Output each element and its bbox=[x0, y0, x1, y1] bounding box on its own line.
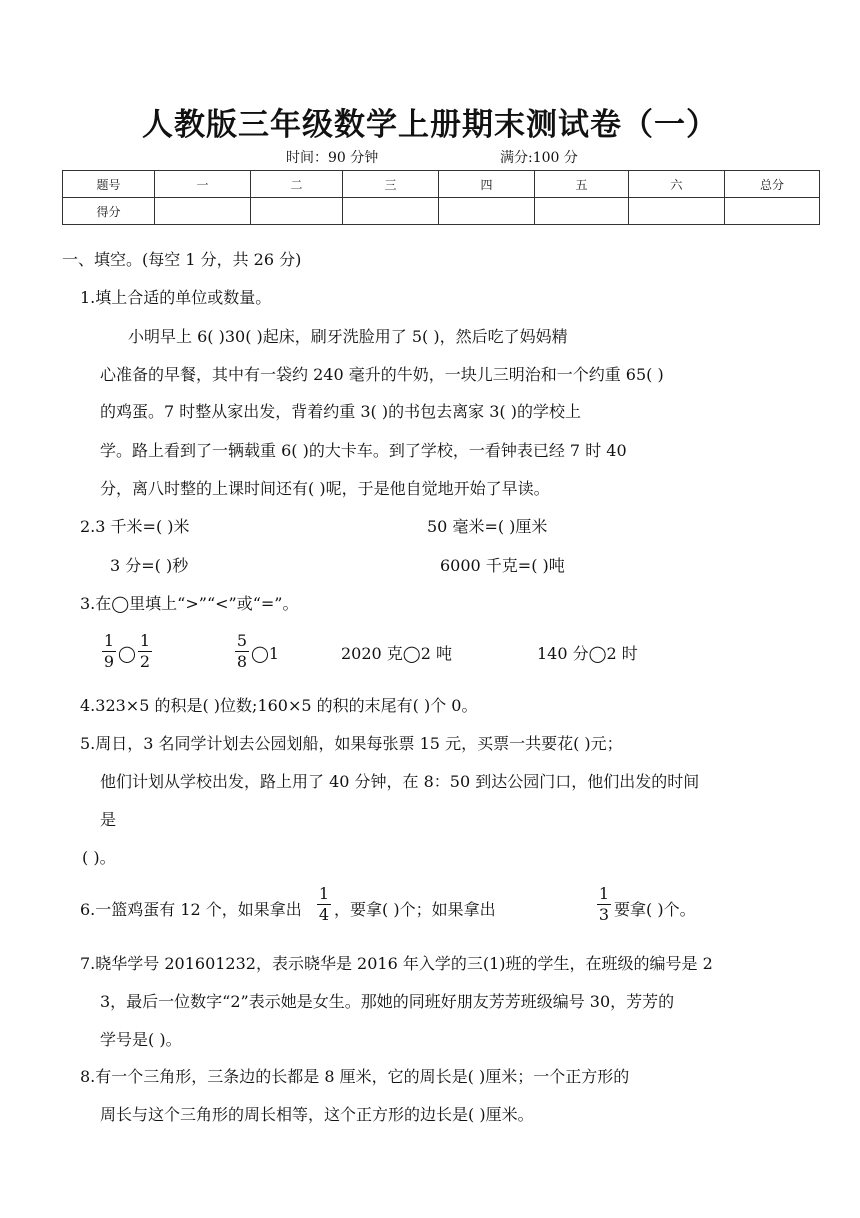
fraction-denominator: 4 bbox=[318, 905, 330, 924]
question-7-text: 7.晓华学号 201601232，表示晓华是 2016 年入学的三(1)班的学生，在班级的编号是 2 bbox=[80, 954, 713, 973]
fraction-denominator: 8 bbox=[236, 652, 248, 671]
question-8-text: 8.有一个三角形，三条边的长都是 8 厘米，它的周长是( )厘米；一个正方形的 bbox=[80, 1067, 630, 1086]
question-5-text: 是 bbox=[100, 810, 117, 829]
question-1-text: 分，离八时整的上课时间还有( )呢，于是他自觉地开始了早读。 bbox=[100, 479, 550, 498]
fraction-five-eighths bbox=[235, 632, 249, 671]
score-cell[interactable] bbox=[535, 198, 629, 225]
question-6-part2: ，要拿( )个；如果拿出 bbox=[334, 900, 496, 919]
question-4: 4.323×5 的积是( )位数;160×5 的积的末尾有( )个 0。 bbox=[80, 696, 478, 715]
score-cell[interactable] bbox=[629, 198, 725, 225]
compare-circle-with-one[interactable]: ◯1 bbox=[251, 644, 280, 663]
score-table-score-row bbox=[63, 198, 820, 225]
fraction-one-half bbox=[138, 632, 152, 671]
question-2d: 6000 千克=( )吨 bbox=[440, 556, 565, 575]
fraction-numerator: 1 bbox=[318, 884, 330, 903]
header-cell: 五 bbox=[535, 171, 629, 198]
question-1-text: 学。路上看到了一辆载重 6( )的大卡车。到了学校，一看钟表已经 7 时 40 bbox=[100, 441, 627, 460]
fraction-numerator: 1 bbox=[598, 884, 610, 903]
question-5-text: ( )。 bbox=[82, 848, 116, 867]
fraction-numerator: 1 bbox=[103, 631, 115, 650]
question-1-text: 心准备的早餐，其中有一袋约 240 毫升的牛奶，一块儿三明治和一个约重 65( ) bbox=[100, 365, 664, 384]
header-cell: 总分 bbox=[725, 171, 820, 198]
score-cell[interactable] bbox=[343, 198, 439, 225]
compare-item-grams: 2020 克◯2 吨 bbox=[341, 644, 452, 663]
question-1-text: 的鸡蛋。7 时整从家出发，背着约重 3( )的书包去离家 3( )的学校上 bbox=[100, 402, 581, 421]
fraction-numerator: 5 bbox=[236, 631, 248, 650]
score-table-header-row bbox=[63, 171, 820, 198]
fraction-denominator: 2 bbox=[139, 652, 151, 671]
header-cell: 一 bbox=[155, 171, 251, 198]
question-7-text: 学号是( )。 bbox=[100, 1030, 182, 1049]
fraction-numerator: 1 bbox=[139, 631, 151, 650]
header-cell: 六 bbox=[629, 171, 725, 198]
fraction-denominator: 3 bbox=[598, 905, 610, 924]
question-2a: 2.3 千米=( )米 bbox=[80, 517, 190, 536]
exam-full-score: 满分:100 分 bbox=[500, 150, 578, 166]
question-2b: 50 毫米=( )厘米 bbox=[427, 517, 548, 536]
score-cell[interactable] bbox=[725, 198, 820, 225]
question-1-text: 小明早上 6( )30( )起床，刷牙洗脸用了 5( )，然后吃了妈妈精 bbox=[128, 327, 568, 346]
section-heading: 一、填空。(每空 1 分，共 26 分) bbox=[62, 250, 302, 269]
header-cell: 四 bbox=[439, 171, 535, 198]
question-1-label: 1.填上合适的单位或数量。 bbox=[80, 288, 272, 307]
header-cell: 三 bbox=[343, 171, 439, 198]
fraction-one-ninth bbox=[102, 632, 116, 671]
question-7-text: 3，最后一位数字“2”表示她是女生。那她的同班好朋友芳芳班级编号 30，芳芳的 bbox=[100, 992, 675, 1011]
question-6-part1: 6.一篮鸡蛋有 12 个，如果拿出 bbox=[80, 900, 302, 919]
question-2c: 3 分=( )秒 bbox=[110, 556, 189, 575]
exam-time: 时间：90 分钟 bbox=[286, 150, 379, 166]
fraction-denominator: 9 bbox=[103, 652, 115, 671]
score-cell[interactable] bbox=[251, 198, 343, 225]
question-6-part3: 要拿( )个。 bbox=[614, 900, 696, 919]
question-5-text: 5.周日，3 名同学计划去公园划船，如果每张票 15 元，买票一共要花( )元； bbox=[80, 734, 623, 753]
question-3-label: 3.在◯里填上“>”“<”或“=”。 bbox=[80, 594, 299, 613]
fraction-one-third bbox=[597, 885, 611, 924]
header-cell: 题号 bbox=[63, 171, 155, 198]
compare-circle[interactable]: ◯ bbox=[118, 644, 136, 663]
page-title: 人教版三年级数学上册期末测试卷（一） bbox=[142, 107, 718, 143]
header-cell: 二 bbox=[251, 171, 343, 198]
fraction-one-quarter bbox=[317, 885, 331, 924]
compare-item-minutes: 140 分◯2 时 bbox=[537, 644, 638, 663]
score-table bbox=[62, 170, 820, 225]
question-8-text: 周长与这个三角形的周长相等，这个正方形的边长是( )厘米。 bbox=[100, 1105, 534, 1124]
question-5-text: 他们计划从学校出发，路上用了 40 分钟，在 8：50 到达公园门口，他们出发的时间 bbox=[100, 772, 700, 791]
row-label: 得分 bbox=[63, 198, 155, 225]
score-cell[interactable] bbox=[439, 198, 535, 225]
score-cell[interactable] bbox=[155, 198, 251, 225]
